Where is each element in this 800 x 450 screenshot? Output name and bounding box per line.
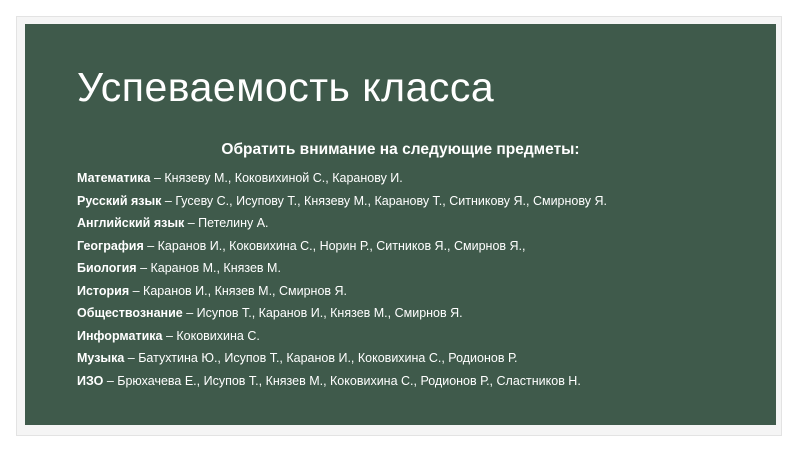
- subject-students: – Исупов Т., Каранов И., Князев М., Смирнов Я.: [182, 306, 463, 320]
- subject-name: Русский язык: [77, 193, 162, 208]
- subject-item-music: [77, 347, 607, 370]
- subject-item-social-studies: [77, 302, 607, 325]
- subject-students: – Князеву М., Коковихиной С., Каранову И.: [150, 171, 403, 185]
- subject-name: География: [77, 238, 144, 253]
- subject-item-art: [77, 370, 607, 393]
- subject-students: – Каранов И., Коковихина С., Норин Р., Ситников Я., Смирнов Я.,: [143, 238, 526, 253]
- subject-students: – Каранов И., Князев М., Смирнов Я.: [129, 283, 348, 298]
- subject-name: Информатика: [77, 328, 163, 343]
- subject-name: Английский язык: [77, 216, 185, 230]
- subject-item-informatics: [77, 325, 607, 348]
- subject-item-geography: [77, 235, 607, 258]
- subject-item-russian: [77, 190, 607, 213]
- subject-list: [77, 167, 607, 392]
- subject-students: – Коковихина С.: [162, 328, 260, 343]
- subject-name: Биология: [77, 261, 137, 275]
- subject-item-math: [77, 167, 607, 190]
- slide-title: Успеваемость класса: [77, 64, 495, 110]
- subject-students: – Гусеву С., Исупову Т., Князеву М., Каранову Т., Ситникову Я., Смирнову Я.: [161, 193, 607, 208]
- slide-subtitle: Обратить внимание на следующие предметы:: [221, 141, 580, 158]
- subject-name: ИЗО: [77, 373, 104, 388]
- subject-name: Обществознание: [77, 306, 183, 320]
- subject-name: Математика: [77, 171, 151, 185]
- subject-item-history: [77, 280, 607, 303]
- subject-students: – Батухтина Ю., Исупов Т., Каранов И., Коковихина С., Родионов Р.: [124, 351, 518, 365]
- subject-name: Музыка: [77, 351, 125, 365]
- subject-students: – Петелину А.: [184, 216, 269, 230]
- slide: [25, 24, 776, 425]
- subject-item-english: [77, 212, 607, 235]
- subject-students: – Каранов М., Князев М.: [136, 261, 281, 275]
- subject-name: История: [77, 283, 130, 298]
- subject-item-biology: [77, 257, 607, 280]
- subject-students: – Брюхачева Е., Исупов Т., Князев М., Коковихина С., Родионов Р., Сластников Н.: [103, 373, 581, 388]
